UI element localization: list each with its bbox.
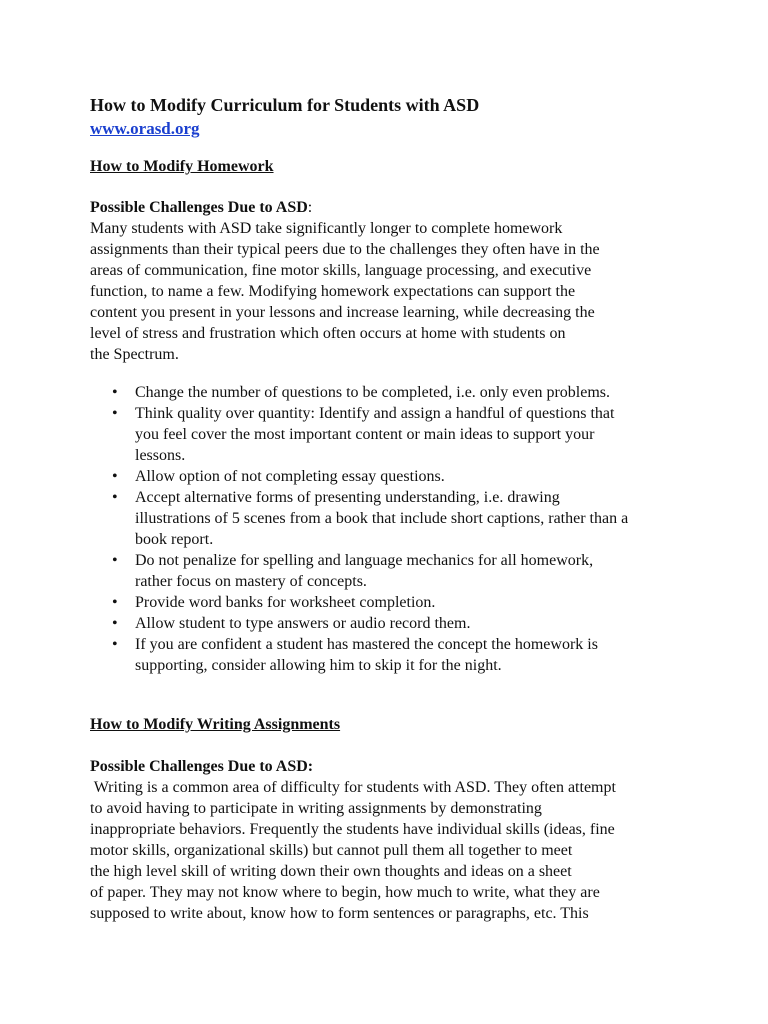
paragraph-line: motor skills, organizational skills) but cannot pull them all together to meet bbox=[90, 842, 573, 859]
list-item-line: Change the number of questions to be completed, i.e. only even problems. bbox=[135, 384, 610, 401]
section-heading-homework: How to Modify Homework bbox=[90, 158, 274, 175]
homework-paragraph bbox=[90, 218, 690, 365]
homework-bullet-list bbox=[90, 382, 690, 676]
bullet-icon: • bbox=[112, 489, 118, 506]
list-item-line: If you are confident a student has mastered the concept the homework is bbox=[135, 636, 598, 653]
challenges-heading-text: Possible Challenges Due to ASD bbox=[90, 199, 308, 216]
challenges-heading-colon: : bbox=[307, 199, 313, 216]
paragraph-line: supposed to write about, know how to form sentences or paragraphs, etc. This bbox=[90, 905, 589, 922]
list-item-line: Provide word banks for worksheet completion. bbox=[135, 594, 436, 611]
list-item-line: Do not penalize for spelling and language mechanics for all homework, bbox=[135, 552, 594, 569]
document-title: How to Modify Curriculum for Students with ASD bbox=[90, 95, 480, 115]
list-item bbox=[90, 550, 690, 592]
paragraph-line: the high level skill of writing down their own thoughts and ideas on a sheet bbox=[90, 863, 572, 880]
list-item bbox=[90, 487, 690, 550]
paragraph-line: of paper. They may not know where to begin, how much to write, what they are bbox=[90, 884, 600, 901]
bullet-icon: • bbox=[112, 384, 118, 401]
paragraph-line: level of stress and frustration which often occurs at home with students on bbox=[90, 325, 566, 342]
bullet-icon: • bbox=[112, 636, 118, 653]
bullet-icon: • bbox=[112, 594, 118, 611]
list-item bbox=[90, 403, 690, 466]
paragraph-line: to avoid having to participate in writing assignments by demonstrating bbox=[90, 800, 542, 817]
writing-paragraph bbox=[90, 777, 690, 924]
list-item-line: book report. bbox=[135, 531, 214, 548]
website-link[interactable]: www.orasd.org bbox=[90, 119, 200, 138]
challenges-heading-homework bbox=[90, 197, 312, 219]
bullet-icon: • bbox=[112, 552, 118, 569]
list-item bbox=[90, 634, 690, 676]
paragraph-line: inappropriate behaviors. Frequently the students have individual skills (ideas, fine bbox=[90, 821, 615, 838]
bullet-icon: • bbox=[112, 615, 118, 632]
paragraph-line: the Spectrum. bbox=[90, 346, 179, 363]
paragraph-line: Many students with ASD take significantly longer to complete homework bbox=[90, 220, 563, 237]
list-item-line: Accept alternative forms of presenting understanding, i.e. drawing bbox=[135, 489, 560, 506]
list-item-line: supporting, consider allowing him to skip it for the night. bbox=[135, 657, 502, 674]
paragraph-line: content you present in your lessons and increase learning, while decreasing the bbox=[90, 304, 595, 321]
paragraph-line: areas of communication, fine motor skills, language processing, and executive bbox=[90, 262, 592, 279]
list-item-line: Think quality over quantity: Identify and assign a handful of questions that bbox=[135, 405, 615, 422]
list-item bbox=[90, 613, 690, 634]
bullet-icon: • bbox=[112, 468, 118, 485]
challenges-heading-writing: Possible Challenges Due to ASD: bbox=[90, 758, 314, 775]
list-item-line: lessons. bbox=[135, 447, 186, 464]
paragraph-line: Writing is a common area of difficulty for students with ASD. They often attempt bbox=[90, 779, 616, 796]
list-item bbox=[90, 466, 690, 487]
list-item-line: Allow student to type answers or audio record them. bbox=[135, 615, 471, 632]
section-heading-writing: How to Modify Writing Assignments bbox=[90, 716, 341, 733]
list-item-line: rather focus on mastery of concepts. bbox=[135, 573, 367, 590]
list-item bbox=[90, 382, 690, 403]
list-item-line: you feel cover the most important content or main ideas to support your bbox=[135, 426, 595, 443]
bullet-icon: • bbox=[112, 405, 118, 422]
list-item-line: illustrations of 5 scenes from a book that include short captions, rather than a bbox=[135, 510, 629, 527]
paragraph-line: function, to name a few. Modifying homework expectations can support the bbox=[90, 283, 576, 300]
list-item bbox=[90, 592, 690, 613]
paragraph-line: assignments than their typical peers due to the challenges they often have in the bbox=[90, 241, 600, 258]
list-item-line: Allow option of not completing essay questions. bbox=[135, 468, 445, 485]
